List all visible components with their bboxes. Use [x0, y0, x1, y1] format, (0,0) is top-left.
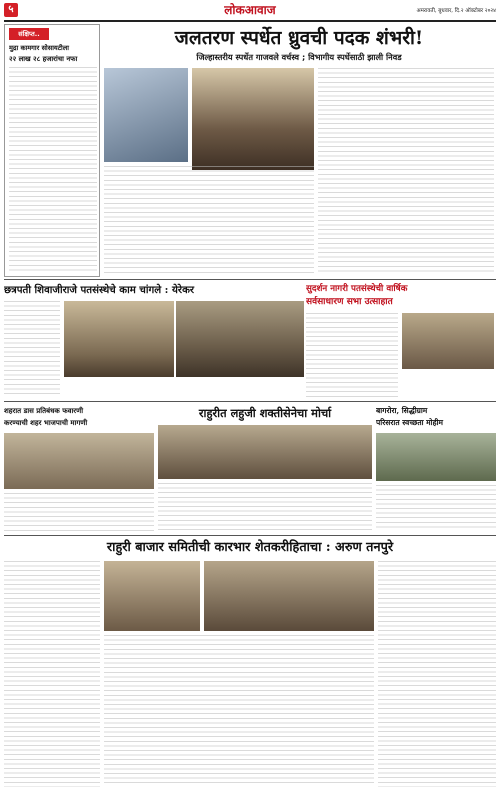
bagrakheda-photo: [376, 433, 496, 481]
section-rule-3: [4, 535, 496, 536]
brief-headline-line1: मुद्रा कामगार सोसायटीला: [9, 44, 69, 52]
pool-body-text: [4, 493, 154, 531]
story-sudarshan: [306, 281, 496, 399]
masthead: [0, 0, 500, 22]
masthead-logo: लोकआवाज: [224, 3, 276, 17]
rahurit-headline: राहुरीत लहुजी शक्तीसेनेचा मोर्चा: [198, 406, 332, 420]
lead-subhead: जिल्हास्तरीय स्पर्धेत गाजवले वर्चस्व ; विभागीय स्पर्धेसाठी झाली निवड: [196, 52, 402, 62]
lead-body-text: [318, 68, 494, 274]
story-chhatrapati: [4, 281, 304, 399]
pool-headline-line2: करण्याची शहर भाजपाची मागणी: [4, 418, 88, 427]
bagrakheda-headline-line2: परिसरात स्वच्छता मोहीम: [376, 418, 444, 427]
bottom-headline: राहुरी बाजार समितीची कारभार शेतकरीहिताचा : अरुण तनपुरे: [106, 540, 394, 555]
bottom-photo-right: [204, 561, 374, 631]
sudarshan-photo: [402, 313, 494, 369]
chhatrapati-photo-audience: [176, 301, 304, 377]
bottom-body-text-center: [104, 635, 374, 787]
lead-story: [102, 24, 496, 277]
page-number: ५: [4, 3, 18, 17]
rahurit-body-text: [158, 483, 372, 531]
bottom-photo-left: [104, 561, 200, 631]
masthead-rule: [4, 20, 496, 22]
lead-body-text-left: [104, 166, 314, 274]
pool-headline-line1: शहरात डास प्रतिबंधक फवारणी: [4, 406, 84, 415]
chhatrapati-photo-meeting: [64, 301, 174, 377]
section-rule-1: [4, 279, 496, 280]
masthead-dateline: अमरावती, बुधवार, दि.२ ऑक्टोबर २०२४: [416, 8, 496, 14]
story-pool: [4, 403, 154, 533]
bottom-body-text-right: [378, 561, 496, 787]
bagrakheda-body-text: [376, 485, 496, 531]
brief-box: [4, 24, 100, 277]
section-rule-2: [4, 401, 496, 402]
rahurit-photo: [158, 425, 372, 479]
sudarshan-headline-line1: सुदर्शन नागरी पतसंस्थेची वार्षिक: [306, 284, 408, 294]
chhatrapati-headline: छत्रपती शिवाजीराजे पतसंस्थेचे काम चांगले : येरेकर: [4, 284, 195, 296]
story-bottom: [4, 537, 496, 791]
bottom-body-text-left: [4, 561, 100, 787]
sudarshan-headline-line2: सर्वसाधारण सभा उत्साहात: [306, 297, 393, 307]
lead-photo-group: [192, 68, 314, 170]
brief-section-label: संक्षिप्त..: [9, 28, 49, 40]
sudarshan-body-text: [306, 313, 398, 397]
brief-headline-line2: २२ लाख २८ हजारांचा नफा: [9, 55, 78, 63]
lead-photo-swimmer: [104, 68, 188, 162]
bagrakheda-headline-line1: बागरोरा, सिद्धीग्राम: [376, 406, 428, 415]
story-bagrakheda: [376, 403, 496, 533]
pool-photo: [4, 433, 154, 489]
brief-body-text: [9, 67, 97, 273]
story-rahurit: [158, 403, 372, 533]
lead-headline: जलतरण स्पर्धेत ध्रुवची पदक शंभरी!: [174, 27, 424, 49]
chhatrapati-body-text: [4, 301, 60, 397]
